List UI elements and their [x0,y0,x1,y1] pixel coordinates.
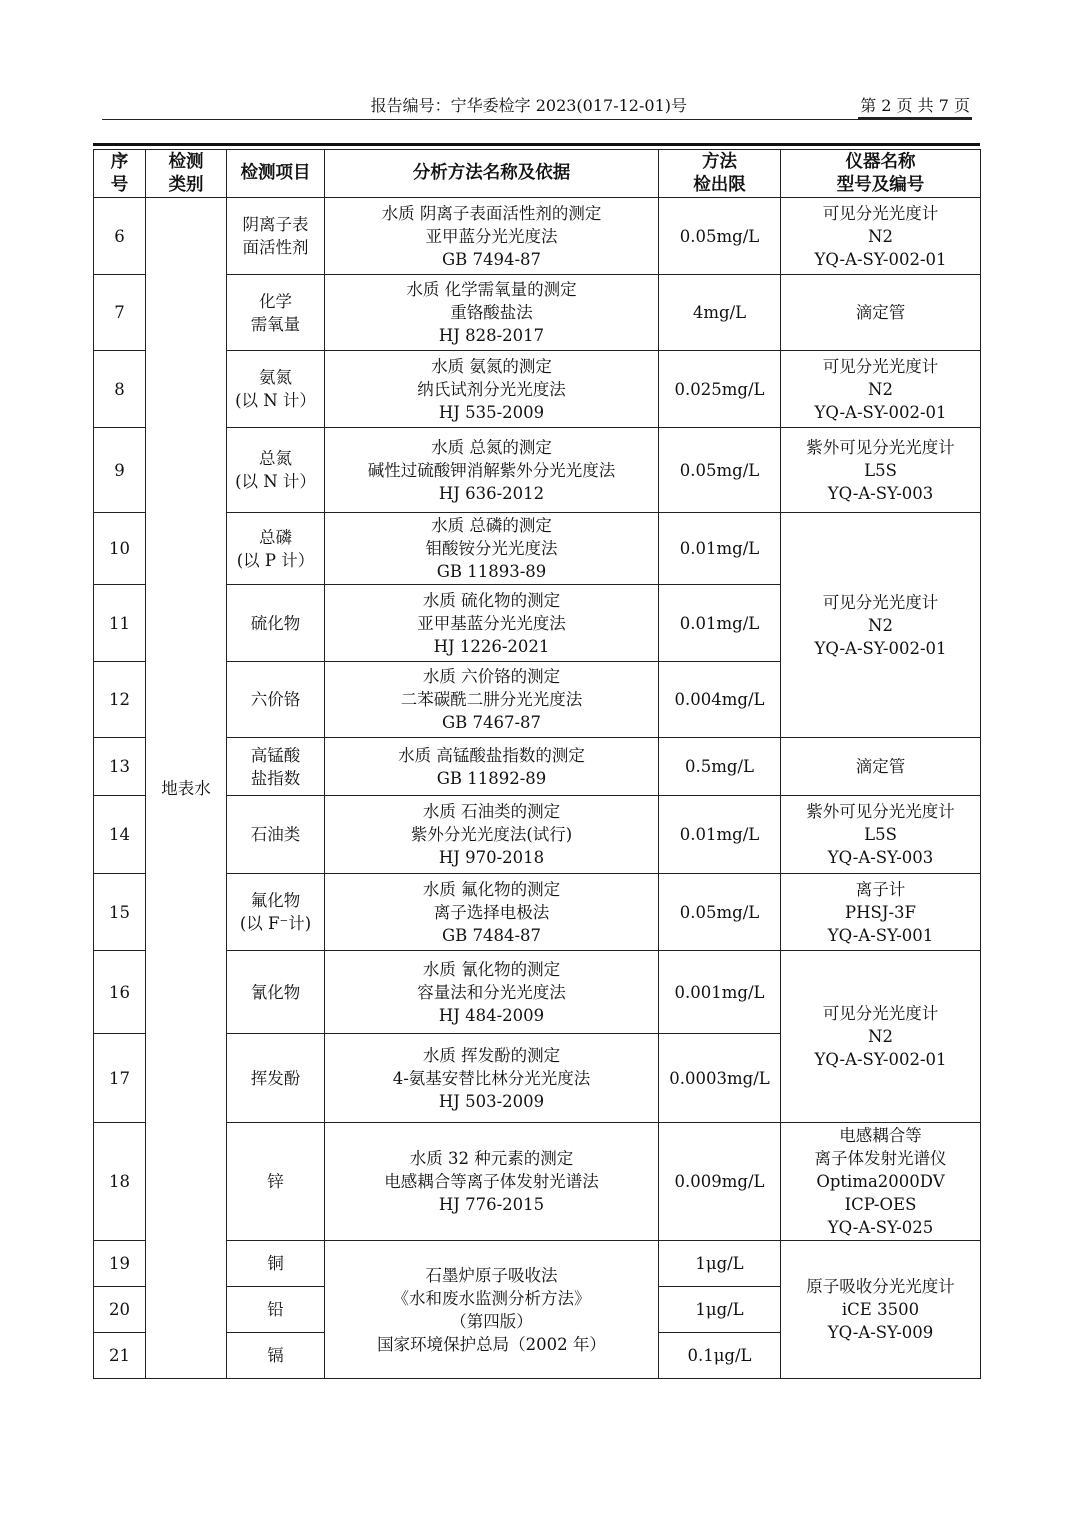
cell-instrument: 滴定管 [781,738,981,796]
cell-seq: 6 [94,198,146,275]
cell-method: 水质 挥发酚的测定 4-氨基安替比林分光光度法 HJ 503-2009 [325,1034,659,1123]
table-row [94,796,981,874]
cell-method: 水质 石油类的测定 紫外分光光度法(试行) HJ 970-2018 [325,796,659,874]
header-limit: 方法 检出限 [659,150,781,198]
cell-instrument: 电感耦合等 离子体发射光谱仪 Optima2000DV ICP-OES YQ-A-SY-025 [781,1123,981,1241]
cell-limit: 0.01mg/L [659,585,781,662]
cell-seq: 13 [94,738,146,796]
cell-item: 氟化物 (以 F⁻计) [227,874,325,951]
table-row [94,738,981,796]
page-header [102,95,972,120]
cell-method: 水质 阴离子表面活性剂的测定 亚甲蓝分光光度法 GB 7494-87 [325,198,659,275]
cell-instrument: 紫外可见分光光度计 L5S YQ-A-SY-003 [781,796,981,874]
cell-method: 水质 化学需氧量的测定 重铬酸盐法 HJ 828-2017 [325,275,659,351]
table-row [94,874,981,951]
page-number: 第 2 页 共 7 页 [858,95,972,119]
cell-limit: 0.01mg/L [659,796,781,874]
header-method: 分析方法名称及依据 [325,150,659,198]
cell-seq: 10 [94,513,146,585]
cell-item: 总磷 (以 P 计） [227,513,325,585]
cell-item: 氨氮 (以 N 计） [227,351,325,428]
cell-method: 水质 氟化物的测定 离子选择电极法 GB 7484-87 [325,874,659,951]
table-row [94,428,981,513]
cell-instrument: 滴定管 [781,275,981,351]
cell-seq: 8 [94,351,146,428]
cell-limit: 4mg/L [659,275,781,351]
cell-item: 六价铬 [227,662,325,738]
cell-seq: 21 [94,1333,146,1379]
cell-method: 水质 高锰酸盐指数的测定 GB 11892-89 [325,738,659,796]
cell-seq: 7 [94,275,146,351]
cell-limit: 0.01mg/L [659,513,781,585]
cell-limit: 0.05mg/L [659,874,781,951]
cell-instrument: 可见分光光度计 N2 YQ-A-SY-002-01 [781,351,981,428]
cell-seq: 18 [94,1123,146,1241]
cell-item: 铜 [227,1241,325,1287]
cell-method: 水质 总磷的测定 钼酸铵分光光度法 GB 11893-89 [325,513,659,585]
cell-limit: 0.5mg/L [659,738,781,796]
cell-limit: 0.004mg/L [659,662,781,738]
cell-method: 水质 硫化物的测定 亚甲基蓝分光光度法 HJ 1226-2021 [325,585,659,662]
table-row [94,1241,981,1287]
cell-item: 化学 需氧量 [227,275,325,351]
cell-item: 锌 [227,1123,325,1241]
cell-seq: 19 [94,1241,146,1287]
cell-item: 铅 [227,1287,325,1333]
cell-limit: 0.1μg/L [659,1333,781,1379]
cell-item: 硫化物 [227,585,325,662]
header-category: 检测 类别 [146,150,227,198]
cell-item: 高锰酸 盐指数 [227,738,325,796]
cell-item: 石油类 [227,796,325,874]
cell-seq: 14 [94,796,146,874]
table-header-row [94,150,981,198]
cell-instrument: 离子计 PHSJ-3F YQ-A-SY-001 [781,874,981,951]
cell-method: 水质 氰化物的测定 容量法和分光光度法 HJ 484-2009 [325,951,659,1034]
cell-category: 地表水 [146,198,227,1379]
cell-seq: 11 [94,585,146,662]
cell-method: 水质 总氮的测定 碱性过硫酸钾消解紫外分光光度法 HJ 636-2012 [325,428,659,513]
cell-instrument: 可见分光光度计 N2 YQ-A-SY-002-01 [781,951,981,1123]
cell-instrument: 可见分光光度计 N2 YQ-A-SY-002-01 [781,198,981,275]
table-row [94,951,981,1034]
cell-limit: 1μg/L [659,1241,781,1287]
cell-method: 水质 六价铬的测定 二苯碳酰二肼分光光度法 GB 7467-87 [325,662,659,738]
header-instrument: 仪器名称 型号及编号 [781,150,981,198]
header-seq: 序 号 [94,150,146,198]
cell-seq: 17 [94,1034,146,1123]
header-item: 检测项目 [227,150,325,198]
cell-seq: 15 [94,874,146,951]
table-row [94,351,981,428]
cell-seq: 12 [94,662,146,738]
cell-limit: 0.05mg/L [659,198,781,275]
cell-seq: 9 [94,428,146,513]
table-row [94,513,981,585]
cell-limit: 0.05mg/L [659,428,781,513]
cell-item: 阴离子表 面活性剂 [227,198,325,275]
detection-method-table [93,149,981,1379]
table-row [94,1123,981,1241]
cell-limit: 0.025mg/L [659,351,781,428]
table-row [94,198,981,275]
table-row [94,275,981,351]
cell-limit: 0.009mg/L [659,1123,781,1241]
cell-instrument: 可见分光光度计 N2 YQ-A-SY-002-01 [781,513,981,738]
cell-method: 石墨炉原子吸收法 《水和废水监测分析方法》 （第四版） 国家环境保护总局（2002 年） [325,1241,659,1379]
cell-instrument: 原子吸收分光光度计 iCE 3500 YQ-A-SY-009 [781,1241,981,1379]
cell-limit: 0.001mg/L [659,951,781,1034]
cell-item: 总氮 (以 N 计） [227,428,325,513]
table-top-rule [93,143,980,146]
cell-limit: 1μg/L [659,1287,781,1333]
cell-item: 镉 [227,1333,325,1379]
cell-item: 氰化物 [227,951,325,1034]
cell-method: 水质 32 种元素的测定 电感耦合等离子体发射光谱法 HJ 776-2015 [325,1123,659,1241]
cell-limit: 0.0003mg/L [659,1034,781,1123]
cell-method: 水质 氨氮的测定 纳氏试剂分光光度法 HJ 535-2009 [325,351,659,428]
report-number: 报告编号：宁华委检字 2023(017-12-01)号 [370,96,687,115]
cell-seq: 20 [94,1287,146,1333]
cell-seq: 16 [94,951,146,1034]
cell-item: 挥发酚 [227,1034,325,1123]
cell-instrument: 紫外可见分光光度计 L5S YQ-A-SY-003 [781,428,981,513]
